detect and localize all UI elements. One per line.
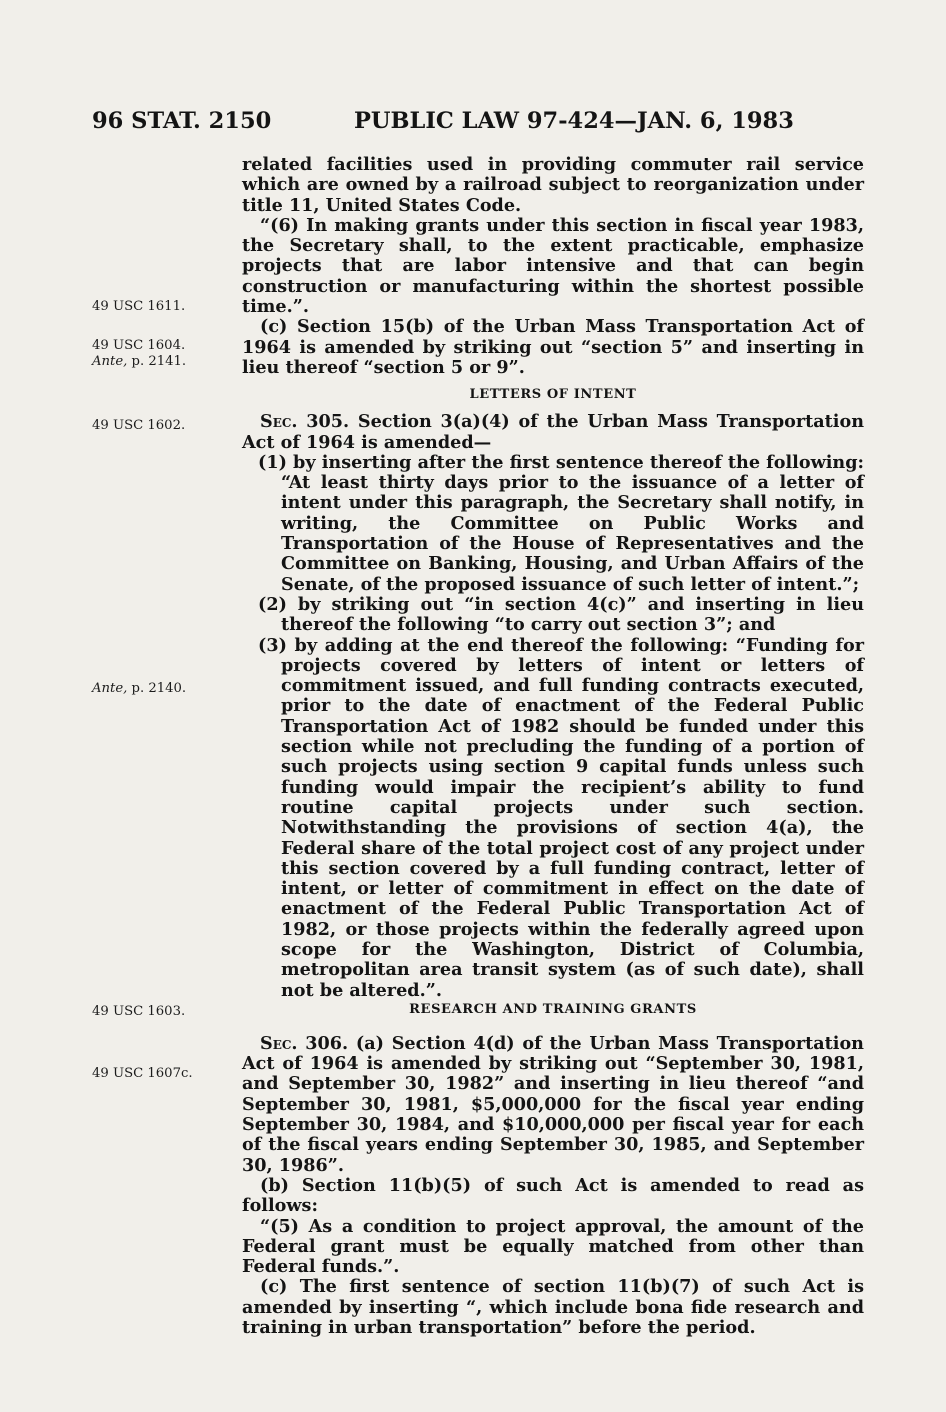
section-label: Sec. [260,1032,298,1054]
margin-note-text: p. 2140. [127,681,187,696]
list-item: (3) by adding at the end thereof the following: “Funding for projects covered by letters of intent or letters of commitment issued, and full funding contracts executed, prior to the date of enactment of the Federal Public Transportation Act of 1982 should be funded under this section while not precluding the funding of a portion of such projects using section 9 capital funds unless such funding would impair the recipient’s ability to fund routine capital projects under such section. Notwithstanding the provisions of section 4(a), the Federal share of the total project cost of any project under this section covered by a full funding contract, letter of intent, or letter of commitment in effect on the date of enactment of the Federal Public Transportation Act of 1982, or those projects within the federally agreed upon scope for the Washington, District of Columbia, metropolitan area transit system (as of such date), shall not be altered.”. [258,634,864,1001]
margin-note [92,681,186,697]
page-title: PUBLIC LAW 97-424—JAN. 6, 1983 [354,108,794,134]
paragraph: (c) Section 15(b) of the Urban Mass Transportation Act of 1964 is amended by striking out “section 5” and inserting in lieu thereof “section 5 or 9”. [242,316,864,378]
section-text: 306. (a) Section 4(d) of the Urban Mass Transportation Act of 1964 is amended by striking out “September 30, 1981, and September 30, 1982” and inserting in lieu thereof “and September 30, 1981, $5,000,000 for the fiscal year ending September 30, 1984, and $10,000,000 per fiscal year for each of the fiscal years ending September 30, 1985, and September 30, 1986”. [242,1032,864,1176]
paragraph: (b) Section 11(b)(5) of such Act is amended to read as follows: [242,1174,864,1217]
margin-note-italic: Ante, [92,681,128,696]
margin-note: 49 USC 1602. [92,418,186,433]
section-heading: LETTERS OF INTENT [469,387,637,403]
margin-note-italic: Ante, [92,354,128,369]
section-heading: RESEARCH AND TRAINING GRANTS [409,1001,697,1017]
section-paragraph [242,1034,864,1176]
section-paragraph [242,412,864,453]
list-item: (1) by inserting after the first sentence thereof the following: “At least thirty days prior to the issuance of a letter of intent under this paragraph, the Secretary shall notify, in writing, the Committee on Public Works and Transportation of the House of Representatives and the Committee on Banking, Housing, and Urban Affairs of the Senate, of the proposed issuance of such letter of intent.”; [258,451,864,595]
margin-note: 49 USC 1607c. [92,1066,193,1081]
section-text: 305. Section 3(a)(4) of the Urban Mass Transportation Act of 1964 is amended— [242,411,864,453]
margin-note: 49 USC 1603. [92,1004,186,1019]
statute-page-reference: 96 STAT. 2150 [92,108,272,134]
paragraph: related facilities used in providing commuter rail service which are owned by a railroad subject to reorganization under title 11, United States Code. [242,154,864,216]
list-item: (2) by striking out “in section 4(c)” and inserting in lieu thereof the following “to carry out section 3”; and [258,593,864,636]
margin-note: 49 USC 1611. [92,299,186,314]
paragraph: “(5) As a condition to project approval, the amount of the Federal grant must be equally matched from other than Federal funds.”. [242,1215,864,1278]
paragraph: (c) The first sentence of section 11(b)(7) of such Act is amended by inserting “, which include bona fide research and training in urban transportation” before the period. [242,1276,864,1339]
page-header [92,108,862,148]
margin-note-text: p. 2141. [127,354,187,369]
margin-note: 49 USC 1604. [92,338,186,353]
section-label: Sec. [260,411,298,433]
body-text [242,155,864,1338]
margin-note [92,354,186,370]
paragraph: “(6) In making grants under this section in fiscal year 1983, the Secretary shall, to the extent practicable, emphasize projects that are labor intensive and that can begin construction or manufacturing within the shortest possible time.”. [242,214,864,318]
